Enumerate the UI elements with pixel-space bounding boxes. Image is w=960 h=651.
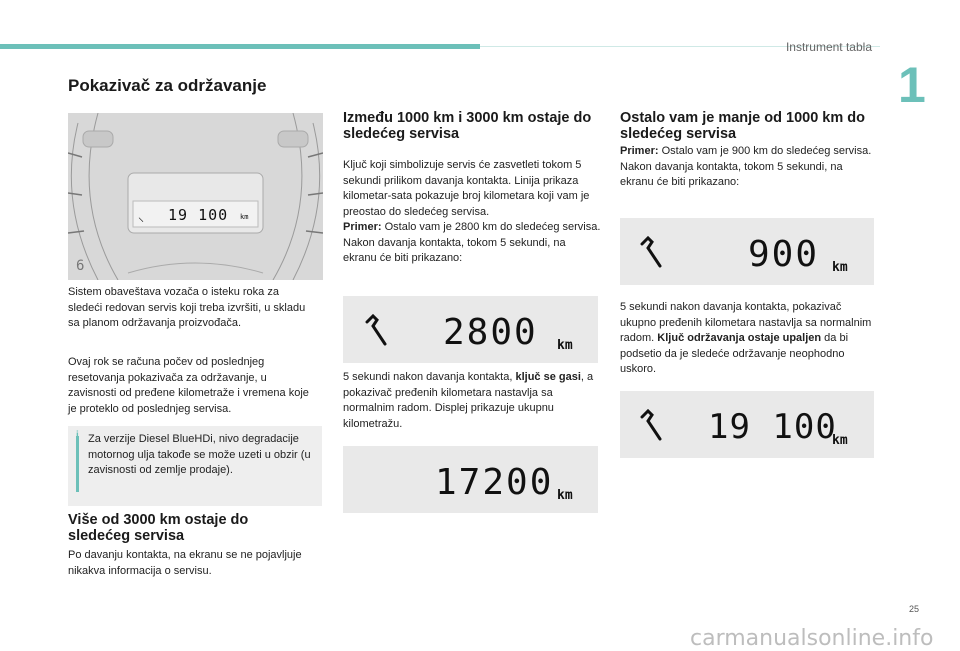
section-title: Instrument tabla	[785, 40, 872, 54]
display-2800	[343, 296, 598, 363]
gauge-label: 6	[76, 258, 85, 274]
col3-paragraph-1: Primer: Ostalo vam je 900 km do sledećeg servisa. Nakon davanja kontakta, tokom 5 sekundi, na ekranu će biti prikazano:	[620, 145, 872, 188]
note-accent-bar	[76, 436, 79, 492]
col2-heading: Između 1000 km i 3000 km ostaje do sledećeg servisa	[343, 110, 592, 142]
note-text: Za verzije Diesel BlueHDi, nivo degradacije motornog ulja takođe se može uzeti u obzir (u zavisnosti od zemlje prodaje).	[88, 433, 311, 476]
page-title: Pokazivač za održavanje	[68, 76, 267, 95]
col2-paragraph-1: Ključ koji simbolizuje servis će zasvetleti tokom 5 sekundi prilikom davanja kontakta. Linija prikaza kilometar-sata pokazuje broj kilometara koji vam je preostao do sledećeg servisa. Primer: Ostalo vam je 2800 km do sledećeg servisa. Nakon davanja kontakta, tokom 5 sekundi, na ekranu će biti prikazano:	[343, 159, 601, 264]
display-900	[620, 218, 874, 285]
wrench-icon	[363, 314, 389, 346]
page-number: 25	[909, 604, 920, 614]
wrench-icon	[638, 236, 664, 268]
cluster-unit: km	[240, 213, 249, 221]
info-icon: i	[76, 430, 79, 441]
display-value: 17200	[435, 462, 554, 503]
col3-heading: Ostalo vam je manje od 1000 km do sledećeg servisa	[620, 110, 865, 142]
display-19100	[620, 391, 874, 458]
col1-paragraph-1: Sistem obaveštava vozača o isteku roka za sledeći redovan servis koji treba izvršiti, u skladu sa planom održavanja proizvođača.	[68, 286, 306, 329]
display-17200	[343, 446, 598, 513]
display-unit: km	[832, 433, 848, 448]
watermark: carmanualsonline.info	[690, 626, 934, 651]
display-unit: km	[832, 260, 848, 275]
wrench-icon	[638, 409, 664, 441]
col1-heading: Više od 3000 km ostaje do sledećeg servisa	[68, 512, 249, 544]
col1-paragraph-3: Po davanju kontakta, na ekranu se ne pojavljuje nikakva informacija o servisu.	[68, 549, 302, 577]
display-value: 19 100	[708, 407, 837, 447]
col3-paragraph-2: 5 sekundi nakon davanja kontakta, pokazivač ukupno pređenih kilometara nastavlja sa normalnim radom. Ključ održavanja ostaje upaljen da bi podsetio da je sledeće održavanje neophodno uskoro.	[620, 301, 872, 375]
display-unit: km	[557, 338, 573, 353]
display-value: 2800	[443, 312, 538, 353]
display-unit: km	[557, 488, 573, 503]
instrument-cluster-image	[68, 113, 323, 280]
cluster-reading: 19 100	[168, 206, 229, 224]
header-accent-bar	[0, 44, 480, 49]
display-value: 900	[748, 234, 820, 275]
col1-paragraph-2: Ovaj rok se računa počev od poslednjeg resetovanja pokazivača za održavanje, u zavisnosti od pređene kilometraže i vremena koje je proteklo od poslednjeg servisa.	[68, 356, 309, 415]
chapter-number: 1	[898, 57, 926, 113]
cluster-illustration	[68, 113, 323, 280]
wrench-icon: ⸜	[138, 210, 145, 224]
col2-paragraph-2: 5 sekundi nakon davanja kontakta, ključ se gasi, a pokazivač pređenih kilometara nastavlja sa normalnim radom. Displej prikazuje ukupnu kilometražu.	[343, 371, 594, 430]
